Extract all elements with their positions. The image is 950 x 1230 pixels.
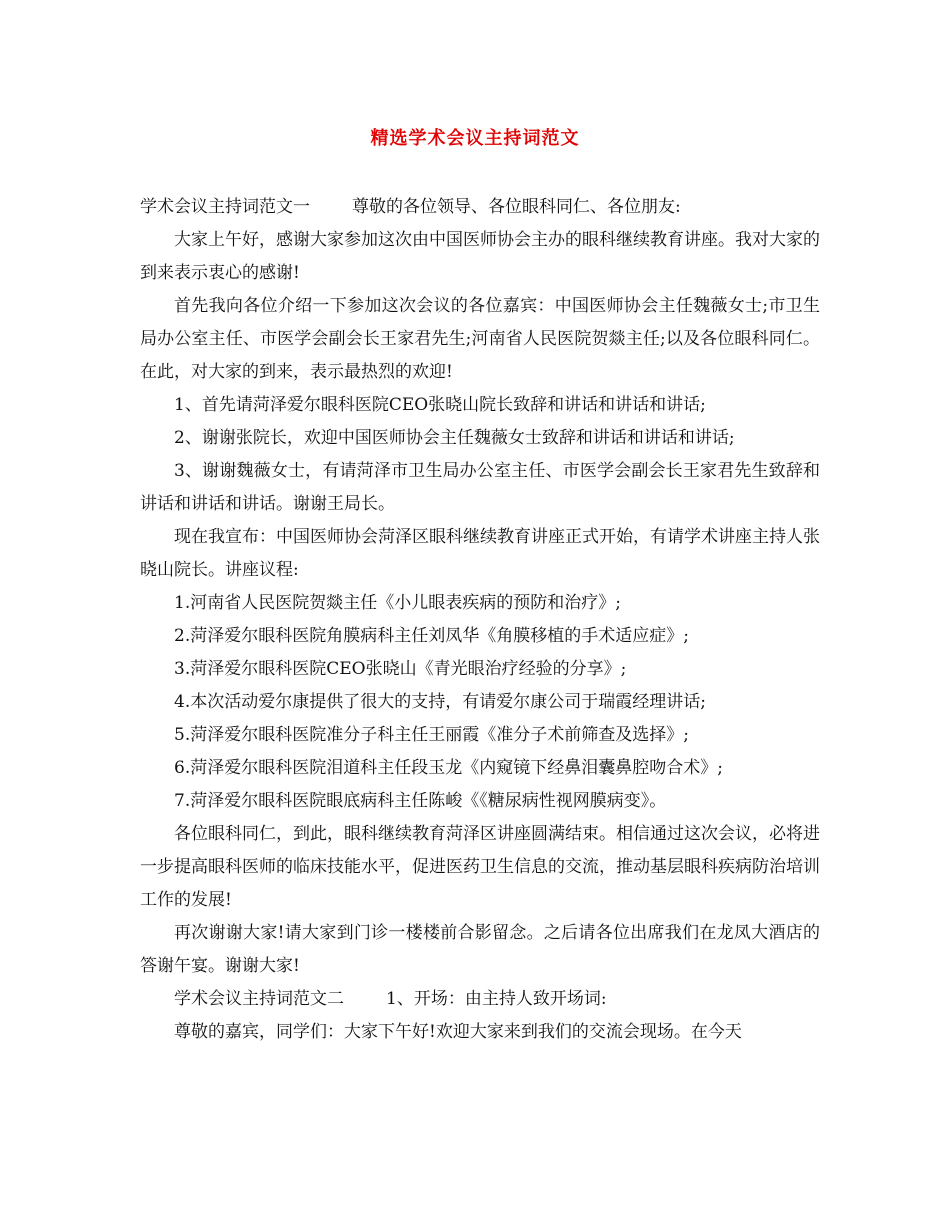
paragraph: 首先我向各位介绍一下参加这次会议的各位嘉宾：中国医师协会主任魏薇女士;市卫生局办公室主任、市医学会副会长王家君先生;河南省人民医院贺燚主任;以及各位眼科同仁。在此，对大家的到来，表示最热烈的欢迎! — [140, 296, 820, 382]
lecture-item: 3.菏泽爱尔眼科医院CEO张晓山《青光眼治疗经验的分享》; — [174, 659, 627, 679]
section-2-heading: 学术会议主持词范文二 — [174, 989, 344, 1009]
lecture-item: 1.河南省人民医院贺燚主任《小儿眼表疾病的预防和治疗》; — [174, 593, 621, 613]
paragraph: 现在我宣布：中国医师协会菏泽区眼科继续教育讲座正式开始，有请学术讲座主持人张晓山院长。讲座议程: — [140, 527, 820, 580]
paragraph: 再次谢谢大家!请大家到门诊一楼楼前合影留念。之后请各位出席我们在龙凤大酒店的答谢午宴。谢谢大家! — [140, 923, 820, 976]
lecture-item: 5.菏泽爱尔眼科医院准分子科主任王丽霞《准分子术前筛查及选择》; — [174, 725, 689, 745]
paragraph: 各位眼科同仁，到此，眼科继续教育菏泽区讲座圆满结束。相信通过这次会议，必将进一步提高眼科医师的临床技能水平，促进医药卫生信息的交流，推动基层眼科疾病防治培训工作的发展! — [140, 824, 820, 910]
agenda-item: 2、谢谢张院长，欢迎中国医师协会主任魏薇女士致辞和讲话和讲话和讲话; — [174, 428, 735, 448]
paragraph: 大家上午好，感谢大家参加这次由中国医师协会主办的眼科继续教育讲座。我对大家的到来表示衷心的感谢! — [140, 230, 820, 283]
lecture-item: 6.菏泽爱尔眼科医院泪道科主任段玉龙《内窥镜下经鼻泪囊鼻腔吻合术》; — [174, 758, 723, 778]
document-title: 精选学术会议主持词范文 — [370, 128, 580, 149]
lecture-item: 2.菏泽爱尔眼科医院角膜病科主任刘凤华《角膜移植的手术适应症》; — [174, 626, 689, 646]
section-1-salutation: 尊敬的各位领导、各位眼科同仁、各位朋友: — [352, 197, 681, 217]
agenda-item: 3、谢谢魏薇女士，有请菏泽市卫生局办公室主任、市医学会副会长王家君先生致辞和讲话和讲话和讲话。谢谢王局长。 — [140, 461, 820, 514]
paragraph: 尊敬的嘉宾，同学们：大家下午好!欢迎大家来到我们的交流会现场。在今天 — [174, 1022, 742, 1042]
lecture-item: 7.菏泽爱尔眼科医院眼底病科主任陈峻《《糖尿病性视网膜病变》。 — [174, 791, 667, 811]
section-1-heading: 学术会议主持词范文一 — [140, 197, 310, 217]
lecture-item: 4.本次活动爱尔康提供了很大的支持，有请爱尔康公司于瑞霞经理讲话; — [174, 692, 706, 712]
section-1-heading-line — [140, 191, 820, 224]
agenda-item: 1、首先请菏泽爱尔眼科医院CEO张晓山院长致辞和讲话和讲话和讲话; — [174, 395, 706, 415]
section-2-item: 1、开场：由主持人致开场词: — [386, 989, 607, 1009]
document-body — [140, 191, 820, 1049]
section-2-heading-line — [140, 983, 820, 1016]
